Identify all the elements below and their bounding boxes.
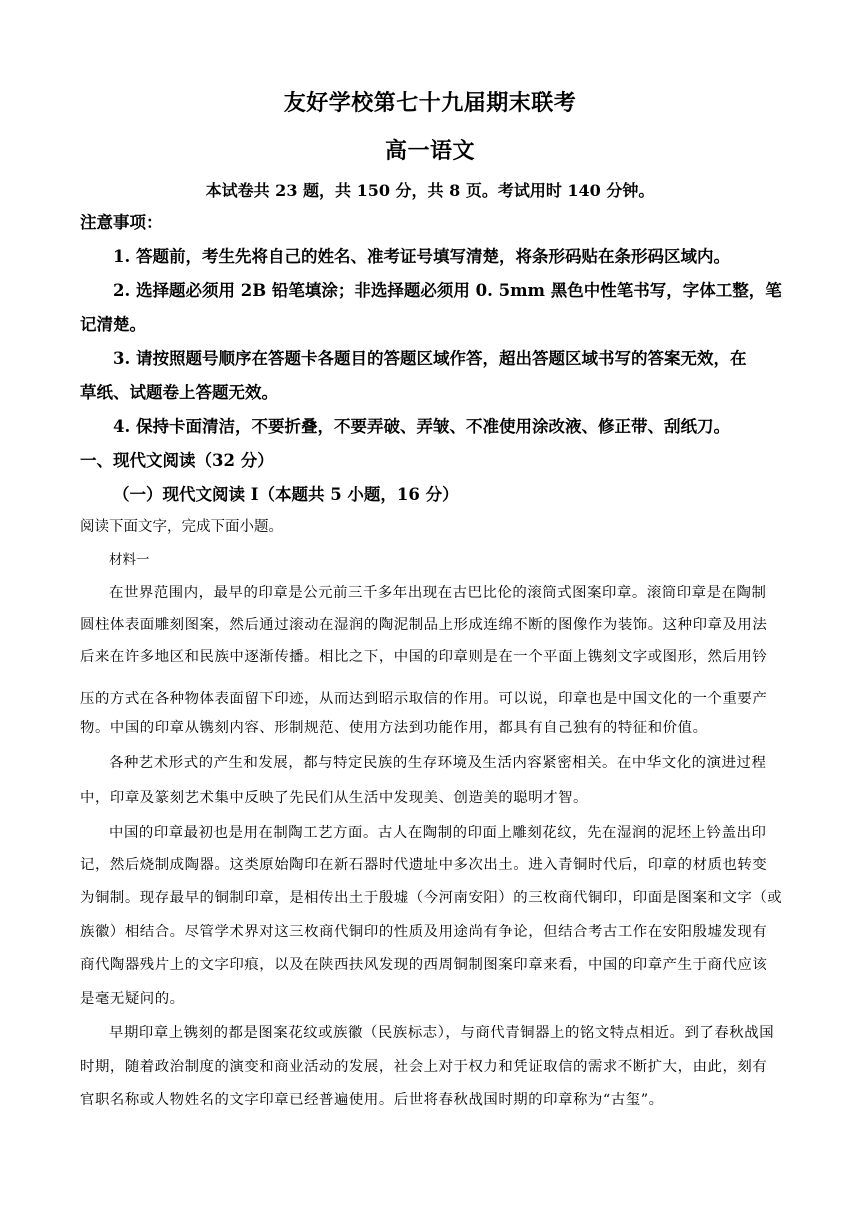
passage-line: 圆柱体表面雕刻图案，然后通过滚动在湿润的陶泥制品上形成连绵不断的图像作为装饰。这种印章及用法 [80, 617, 768, 633]
notice-item-2-line-2: 记清楚。 [80, 315, 146, 334]
passage-line: 物。中国的印章从镌刻内容、形制规范、使用方法到功能作用，都具有自己独有的特征和价值。 [80, 720, 708, 736]
passage-line: 族徽）相结合。尽管学术界对这三枚商代铜印的性质及用途尚有争论，但结合考古工作在安阳殷墟发现有 [80, 924, 768, 940]
passage-line: 为铜制。现存最早的铜制印章，是相传出土于殷墟（今河南安阳）的三枚商代铜印，印面是图案和文字（或 [80, 890, 783, 906]
passage-line: 在世界范围内，最早的印章是公元前三千多年出现在古巴比伦的滚筒式图案印章。滚筒印章是在陶制 [109, 585, 767, 601]
section-heading: 一、现代文阅读（32 分） [80, 451, 274, 470]
passage-line: 后来在许多地区和民族中逐渐传播。相比之下，中国的印章则是在一个平面上镌刻文字或图形，然后用钤 [80, 649, 768, 665]
notice-heading: 注意事项： [80, 213, 163, 232]
notice-item-4: 4. 保持卡面清洁，不要折叠，不要弄破、弄皱、不准使用涂改液、修正带、刮纸刀。 [113, 417, 730, 436]
passage-line: 记，然后烧制成陶器。这类原始陶印在新石器时代遗址中多次出土。进入青铜时代后，印章的材质也转变 [80, 857, 768, 873]
exam-title: 友好学校第七十九届期末联考 [283, 90, 577, 116]
notice-item-3-line-2: 草纸、试题卷上答题无效。 [80, 383, 278, 402]
subsection-heading: （一）现代文阅读 I（本题共 5 小题，16 分） [113, 485, 459, 504]
passage-line: 中国的印章最初也是用在制陶工艺方面。古人在陶制的印面上雕刻花纹，先在湿润的泥坯上钤盖出印 [109, 825, 767, 841]
passage-line: 中，印章及篆刻艺术集中反映了先民们从生活中发现美、创造美的聪明才智。 [80, 790, 588, 806]
passage-line: 各种艺术形式的产生和发展，都与特定民族的生存环境及生活内容紧密相关。在中华文化的演进过程 [109, 755, 767, 771]
notice-item-2-line-1: 2. 选择题必须用 2B 铅笔填涂；非选择题必须用 0. 5mm 黑色中性笔书写，字体工整，笔 [113, 281, 782, 300]
notice-item-1: 1. 答题前，考生先将自己的姓名、准考证号填写清楚，将条形码贴在条形码区域内。 [113, 247, 730, 266]
material-label: 材料一 [109, 552, 150, 568]
passage-line: 时期，随着政治制度的演变和商业活动的发展，社会上对于权力和凭证取信的需求不断扩大，由此，刻有 [80, 1059, 768, 1075]
passage-line: 压的方式在各种物体表面留下印迹，从而达到昭示取信的作用。可以说，印章也是中国文化的一个重要产 [80, 691, 768, 707]
passage-line: 早期印章上镌刻的都是图案花纹或族徽（民族标志），与商代青铜器上的铭文特点相近。到了春秋战国 [109, 1025, 775, 1041]
passage-line: 官职名称或人物姓名的文字印章已经普遍使用。后世将春秋战国时期的印章称为“古玺”。 [80, 1092, 664, 1108]
passage-line: 商代陶器残片上的文字印痕，以及在陕西扶风发现的西周铜制图案印章来看，中国的印章产生于商代应该 [80, 957, 768, 973]
exam-info: 本试卷共 23 题，共 150 分，共 8 页。考试用时 140 分钟。 [205, 181, 655, 200]
reading-instruction: 阅读下面文字，完成下面小题。 [80, 519, 283, 535]
passage-line: 是毫无疑问的。 [80, 991, 185, 1007]
subject-title: 高一语文 [384, 138, 475, 164]
notice-item-3-line-1: 3. 请按照题号顺序在答题卡各题目的答题区域作答，超出答题区域书写的答案无效，在 [113, 349, 747, 368]
